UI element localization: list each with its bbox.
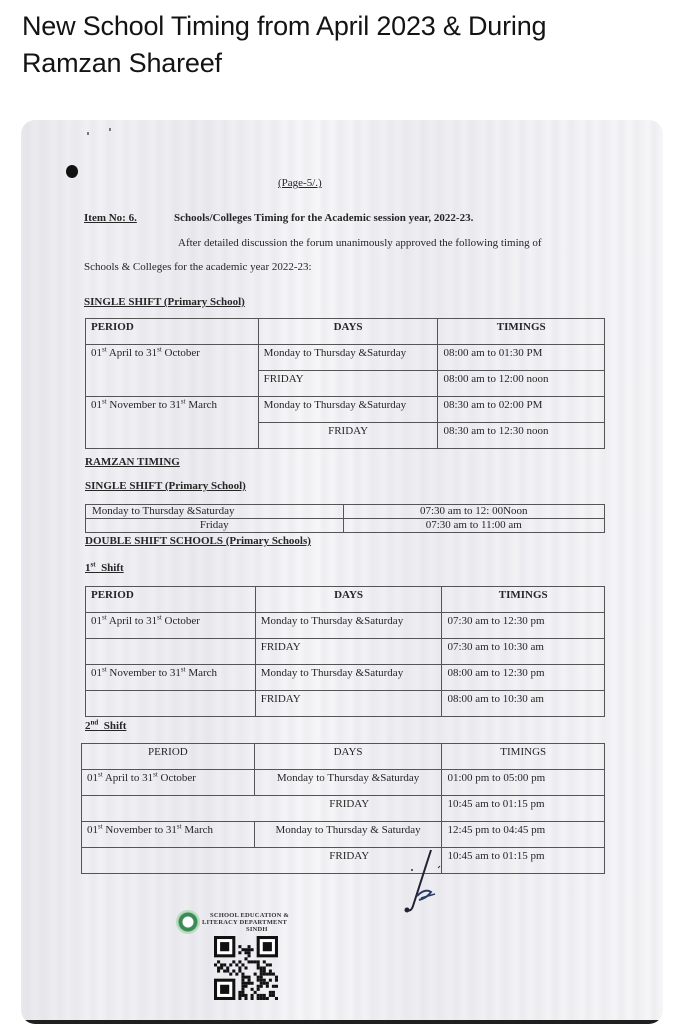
qr-module <box>235 973 238 976</box>
second-shift-heading: 2nd Shift <box>85 718 127 732</box>
qr-module <box>269 991 272 994</box>
qr-module <box>238 966 241 969</box>
qr-module <box>238 951 241 954</box>
qr-module <box>248 976 251 979</box>
qr-module <box>229 963 232 966</box>
period-cell: 01st April to 31st October <box>86 345 259 397</box>
qr-module <box>248 945 251 948</box>
qr-module <box>238 997 241 1000</box>
qr-module <box>260 979 263 982</box>
qr-module <box>257 963 260 966</box>
header-days: DAYS <box>255 587 442 613</box>
qr-module <box>241 982 244 985</box>
ramzan-timing-heading: RAMZAN TIMING <box>85 456 180 468</box>
qr-module <box>257 994 260 997</box>
qr-module <box>263 966 266 969</box>
qr-module <box>226 966 229 969</box>
period-cell: 01st April to 31st October <box>82 770 255 796</box>
seal-text <box>202 912 289 933</box>
qr-module <box>226 970 229 973</box>
qr-module <box>269 979 272 982</box>
qr-module <box>275 997 278 1000</box>
qr-module <box>257 979 260 982</box>
timings-cell: 12:45 pm to 04:45 pm <box>442 822 605 848</box>
period-cell-empty <box>86 639 256 665</box>
qr-module <box>263 970 266 973</box>
qr-module <box>248 982 251 985</box>
qr-module <box>266 963 269 966</box>
header-days: DAYS <box>254 744 442 770</box>
table-header-row <box>86 319 605 345</box>
qr-module <box>248 954 251 957</box>
qr-module <box>269 970 272 973</box>
period-cell: 01st November to 31st March <box>82 822 255 848</box>
qr-module <box>275 979 278 982</box>
qr-module <box>238 960 241 963</box>
qr-module <box>260 982 263 985</box>
period-cell-empty <box>86 691 256 717</box>
qr-module <box>269 973 272 976</box>
days-cell: Monday to Thursday &Saturday <box>258 397 438 423</box>
qr-module <box>266 982 269 985</box>
qr-module <box>251 997 254 1000</box>
qr-module <box>244 957 247 960</box>
header-days: DAYS <box>258 319 438 345</box>
table-row <box>86 665 605 691</box>
qr-module <box>257 988 260 991</box>
table-row <box>86 505 605 519</box>
qr-module <box>241 963 244 966</box>
qr-module <box>257 997 260 1000</box>
qr-module <box>238 970 241 973</box>
qr-module <box>220 963 223 966</box>
days-cell: Monday to Thursday &Saturday <box>86 505 344 519</box>
table-row <box>86 345 605 371</box>
days-cell: Friday <box>86 519 344 533</box>
qr-module <box>251 994 254 997</box>
qr-module <box>266 985 269 988</box>
ramzan-table <box>85 504 605 533</box>
single-shift-heading: SINGLE SHIFT (Primary School) <box>84 296 245 308</box>
days-cell: Monday to Thursday & Saturday <box>254 822 442 848</box>
qr-module <box>260 985 263 988</box>
qr-module <box>263 982 266 985</box>
qr-module <box>241 991 244 994</box>
document-image[interactable] <box>21 120 663 1024</box>
qr-module <box>217 960 220 963</box>
qr-module <box>251 948 254 951</box>
item-number: Item No: 6. <box>84 212 137 224</box>
days-cell: Monday to Thursday &Saturday <box>255 665 442 691</box>
header-period: PERIOD <box>86 587 256 613</box>
qr-module <box>232 960 235 963</box>
qr-module <box>263 994 266 997</box>
qr-module <box>260 976 263 979</box>
header-period: PERIOD <box>86 319 259 345</box>
second-shift-table <box>81 743 605 874</box>
timings-cell: 07:30 am to 12:30 pm <box>442 613 605 639</box>
qr-module <box>260 966 263 969</box>
qr-module <box>272 973 275 976</box>
qr-module <box>260 973 263 976</box>
qr-module <box>257 976 260 979</box>
qr-finder-pattern <box>220 942 229 951</box>
timings-cell: 08:30 am to 12:30 noon <box>438 423 605 449</box>
qr-module <box>248 979 251 982</box>
qr-module <box>238 994 241 997</box>
days-cell: Monday to Thursday &Saturday <box>255 613 442 639</box>
seal-text-line-3: SINDH <box>246 926 268 933</box>
qr-module <box>269 963 272 966</box>
timings-cell: 08:00 am to 10:30 am <box>442 691 605 717</box>
days-cell: FRIDAY <box>82 796 442 822</box>
seal-text-line-2: LITERACY DEPARTMENT <box>202 919 288 926</box>
table-row <box>86 639 605 665</box>
qr-module <box>214 963 217 966</box>
double-shift-heading: DOUBLE SHIFT SCHOOLS (Primary Schools) <box>85 535 311 547</box>
timings-cell: 10:45 am to 01:15 pm <box>442 796 605 822</box>
page-label: (Page-5/.) <box>278 177 322 189</box>
qr-module <box>217 970 220 973</box>
qr-module <box>232 970 235 973</box>
qr-module <box>257 966 260 969</box>
qr-module <box>266 997 269 1000</box>
table-row <box>86 397 605 423</box>
qr-module <box>251 960 254 963</box>
intro-paragraph-line-2: Schools & Colleges for the academic year 2022-23: <box>84 261 312 273</box>
qr-module <box>241 988 244 991</box>
qr-module <box>254 973 257 976</box>
qr-module <box>241 948 244 951</box>
qr-module <box>263 997 266 1000</box>
qr-module <box>244 976 247 979</box>
qr-module <box>272 994 275 997</box>
table-row <box>82 848 605 874</box>
qr-module <box>251 988 254 991</box>
qr-module <box>257 985 260 988</box>
qr-module <box>241 979 244 982</box>
qr-module <box>260 970 263 973</box>
post-title: New School Timing from April 2023 & During Ramzan Shareef <box>22 11 547 78</box>
period-cell: 01st November to 31st March <box>86 397 259 449</box>
header-period: PERIOD <box>82 744 255 770</box>
qr-module <box>275 976 278 979</box>
qr-module <box>241 976 244 979</box>
table-row <box>86 519 605 533</box>
qr-module <box>248 960 251 963</box>
timings-cell: 08:00 am to 12:30 pm <box>442 665 605 691</box>
timings-cell: 08:00 am to 01:30 PM <box>438 345 605 371</box>
table-row <box>82 770 605 796</box>
qr-module <box>260 994 263 997</box>
table-row <box>86 691 605 717</box>
qr-module <box>272 991 275 994</box>
timings-cell: 01:00 pm to 05:00 pm <box>442 770 605 796</box>
qr-module <box>229 973 232 976</box>
qr-module <box>223 970 226 973</box>
qr-module <box>220 966 223 969</box>
header-timings: TIMINGS <box>442 587 605 613</box>
ramzan-single-shift-heading: SINGLE SHIFT (Primary School) <box>85 480 246 492</box>
timings-cell: 07:30 am to 12: 00Noon <box>343 505 604 519</box>
table-header-row <box>86 587 605 613</box>
qr-module <box>248 951 251 954</box>
qr-module <box>244 997 247 1000</box>
qr-module <box>241 985 244 988</box>
qr-module <box>244 982 247 985</box>
image-bottom-edge <box>21 1020 663 1024</box>
qr-module <box>263 960 266 963</box>
timings-cell: 07:30 am to 11:00 am <box>343 519 604 533</box>
qr-module <box>251 982 254 985</box>
table-row <box>82 796 605 822</box>
qr-module <box>241 973 244 976</box>
qr-module <box>238 991 241 994</box>
qr-module <box>244 994 247 997</box>
qr-module <box>235 963 238 966</box>
qr-module <box>272 985 275 988</box>
days-cell: Monday to Thursday &Saturday <box>258 345 438 371</box>
days-cell: Monday to Thursday &Saturday <box>254 770 442 796</box>
qr-module <box>248 948 251 951</box>
qr-module <box>263 973 266 976</box>
period-cell: 01st November to 31st March <box>86 665 256 691</box>
qr-module <box>217 966 220 969</box>
item-title: Schools/Colleges Timing for the Academic session year, 2022-23. <box>174 212 474 224</box>
punch-hole-dot <box>66 165 78 178</box>
days-cell: FRIDAY <box>258 371 438 397</box>
qr-module <box>241 994 244 997</box>
qr-module <box>244 966 247 969</box>
qr-code-icon <box>214 936 278 1000</box>
header-timings: TIMINGS <box>438 319 605 345</box>
qr-module <box>254 991 257 994</box>
qr-finder-pattern <box>220 985 229 994</box>
seal-text-line-1: SCHOOL EDUCATION & <box>210 912 289 919</box>
period-cell: 01st April to 31st October <box>86 613 256 639</box>
single-shift-table <box>85 318 605 449</box>
days-cell: FRIDAY <box>82 848 442 874</box>
qr-module <box>244 951 247 954</box>
timings-cell: 08:30 am to 02:00 PM <box>438 397 605 423</box>
days-cell: FRIDAY <box>258 423 438 449</box>
qr-module <box>254 960 257 963</box>
qr-module <box>263 979 266 982</box>
timings-cell: 07:30 am to 10:30 am <box>442 639 605 665</box>
qr-module <box>223 963 226 966</box>
timings-cell: 10:45 am to 01:15 pm <box>442 848 605 874</box>
days-cell: FRIDAY <box>255 691 442 717</box>
intro-paragraph-line-1: After detailed discussion the forum unanimously approved the following timing of <box>178 237 542 249</box>
table-row <box>82 822 605 848</box>
first-shift-table <box>85 586 605 717</box>
days-cell: FRIDAY <box>255 639 442 665</box>
department-seal <box>176 910 316 1020</box>
qr-module <box>275 985 278 988</box>
table-header-row <box>82 744 605 770</box>
table-row <box>86 613 605 639</box>
qr-module <box>244 948 247 951</box>
qr-module <box>257 960 260 963</box>
qr-module <box>238 945 241 948</box>
qr-module <box>260 997 263 1000</box>
scan-speck <box>109 128 111 131</box>
timings-cell: 08:00 am to 12:00 noon <box>438 371 605 397</box>
signature-mark <box>391 848 451 918</box>
qr-module <box>266 973 269 976</box>
qr-finder-pattern <box>263 942 272 951</box>
header-timings: TIMINGS <box>442 744 605 770</box>
department-logo-icon <box>176 910 200 934</box>
qr-module <box>244 985 247 988</box>
scan-speck <box>87 132 89 135</box>
first-shift-heading: 1st Shift <box>85 560 124 574</box>
qr-module <box>269 994 272 997</box>
